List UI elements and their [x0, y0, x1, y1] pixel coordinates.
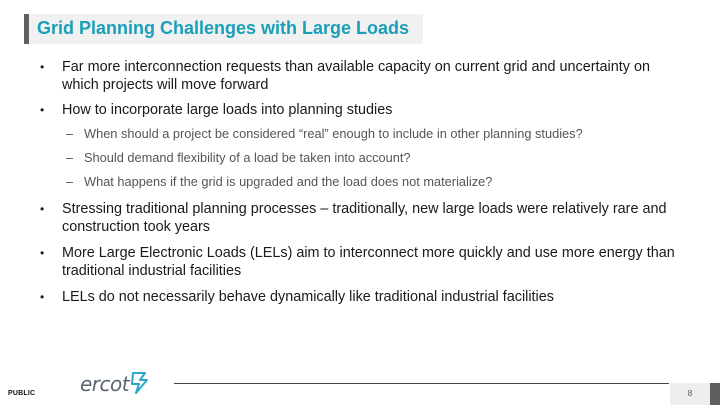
- ercot-lightning-logo-icon: [130, 371, 150, 395]
- footer-divider: [174, 383, 669, 384]
- sub-bullet-item: [66, 126, 666, 142]
- sub-bullet-text: What happens if the grid is upgraded and the load does not materialize?: [84, 174, 493, 189]
- bullet-marker: •: [40, 60, 45, 74]
- sub-bullet-text: When should a project be considered “real” enough to include in other planning studies?: [84, 126, 583, 141]
- bullet-marker: •: [40, 202, 45, 216]
- sub-bullet-item: [66, 174, 666, 190]
- bullet-item: [38, 58, 678, 94]
- slide-title: Grid Planning Challenges with Large Loads: [37, 18, 410, 38]
- bullet-marker: •: [40, 290, 45, 304]
- sub-bullet-item: [66, 150, 666, 166]
- sub-bullet-marker: –: [66, 174, 74, 189]
- bullet-marker: •: [40, 103, 45, 117]
- page-number: 8: [687, 389, 693, 398]
- page-number-box: [670, 383, 710, 405]
- bullet-text: How to incorporate large loads into planning studies: [62, 102, 393, 118]
- classification-label: PUBLIC: [8, 390, 36, 397]
- sub-bullet-text: Should demand flexibility of a load be taken into account?: [84, 150, 411, 165]
- logo-text: ercot: [80, 372, 130, 396]
- bullet-text: Stressing traditional planning processes – traditionally, new large loads were relatively rare and construction took years: [62, 201, 667, 235]
- bullet-text: More Large Electronic Loads (LELs) aim to interconnect more quickly and use more energy than traditional industrial facilities: [62, 245, 675, 279]
- sub-bullet-marker: –: [66, 150, 74, 165]
- bullet-item: [38, 200, 678, 236]
- bullet-text: LELs do not necessarily behave dynamically like traditional industrial facilities: [62, 289, 554, 305]
- bullet-item: [38, 101, 678, 119]
- bullet-item: [38, 244, 678, 280]
- sub-bullet-marker: –: [66, 126, 74, 141]
- footer-accent-bar: [710, 383, 720, 405]
- bullet-marker: •: [40, 246, 45, 260]
- ercot-logo: [80, 372, 150, 396]
- bullet-text: Far more interconnection requests than available capacity on current grid and uncertainty on which projects will move forward: [62, 59, 650, 93]
- bullet-item: [38, 288, 678, 306]
- slide-title-bar: [24, 14, 423, 44]
